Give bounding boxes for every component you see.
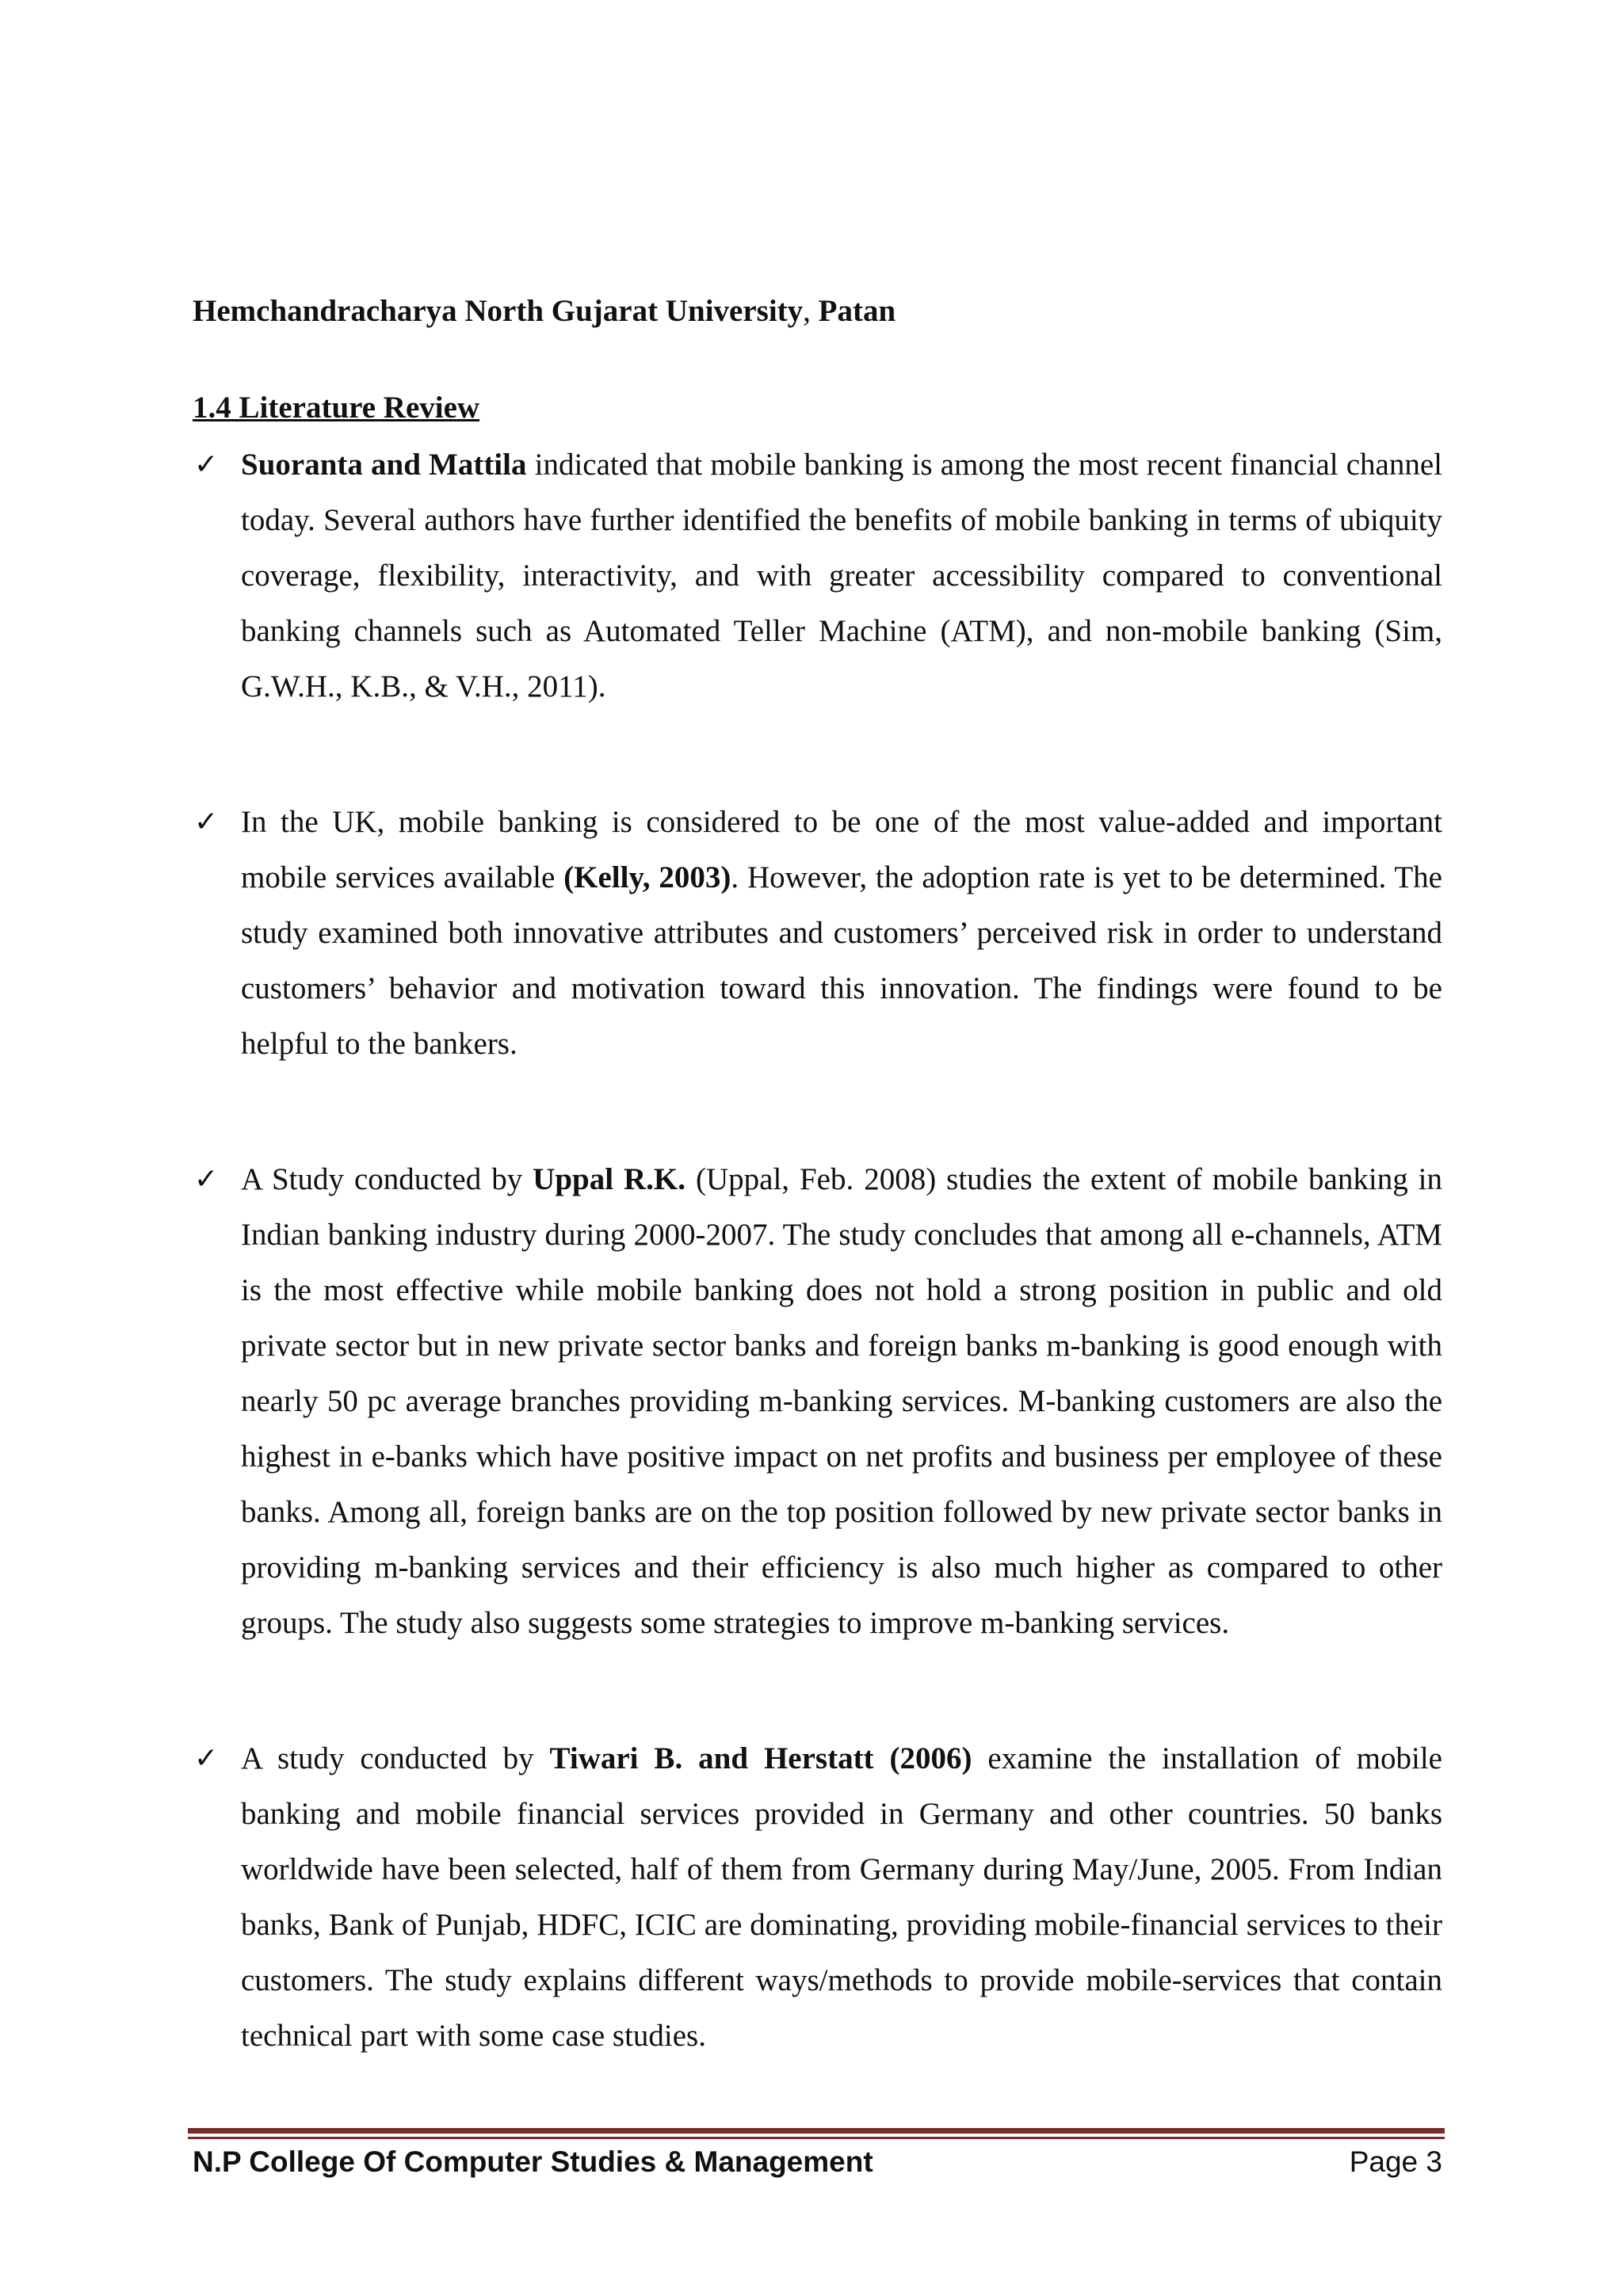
university-name: Hemchandracharya North Gujarat University <box>193 294 804 328</box>
checkmark-icon: ✓ <box>194 806 219 838</box>
review-item <box>193 1152 1442 1651</box>
review-text: . However, the adoption rate is yet to be determined. The study examined both innovative attributes and customers’ perceived risk in order to understand customers’ behavior and motivation toward this innovation. The findings were found to be helpful to the bankers. <box>241 860 1442 1061</box>
university-city: Patan <box>818 294 896 328</box>
review-item <box>193 437 1442 715</box>
review-citation: (Kelly, 2003) <box>563 860 731 894</box>
review-author: Uppal R.K. <box>533 1162 686 1196</box>
checkmark-icon: ✓ <box>194 448 219 481</box>
footer-divider-thin <box>188 2137 1445 2139</box>
footer-college: N.P College Of Computer Studies & Management <box>193 2145 873 2178</box>
checkmark-icon: ✓ <box>194 1163 219 1196</box>
literature-review-list <box>193 437 1442 2064</box>
review-text-lead: A study conducted by <box>241 1741 550 1775</box>
review-text-lead: A Study conducted by <box>241 1162 533 1196</box>
review-text: examine the installation of mobile banking and mobile financial services provided in Germany and other countries. 50 banks worldwide have been selected, half of them from Germany during May/June, 2005. From Indian banks, Bank of Punjab, HDFC, ICIC are dominating, providing mobile-financial services to their customers. The study explains different ways/methods to provide mobile-services that contain technical part with some case studies. <box>241 1741 1442 2053</box>
footer-divider <box>188 2128 1445 2134</box>
review-item <box>193 795 1442 1072</box>
review-item <box>193 1731 1442 2064</box>
review-author: Tiwari B. and Herstatt (2006) <box>549 1741 972 1775</box>
page-number: Page 3 <box>1349 2145 1442 2178</box>
header-separator: , <box>803 294 811 328</box>
section-title: 1.4 Literature Review <box>193 391 480 425</box>
review-author: Suoranta and Mattila <box>241 448 527 482</box>
review-text: indicated that mobile banking is among the most recent financial channel today. Several authors have further identified the benefits of mobile banking in terms of ubiquity coverage, flexibility, interactivity, and with greater accessibility compared to conventional banking channels such as Automated Teller Machine (ATM), and non-mobile banking (Sim, G.W.H., K.B., & V.H., 2011). <box>241 448 1442 704</box>
page-header <box>193 293 896 329</box>
checkmark-icon: ✓ <box>194 1742 219 1775</box>
review-text: (Uppal, Feb. 2008) studies the extent of mobile banking in Indian banking industry during 2000-2007. The study concludes that among all e-channels, ATM is the most effective while mobile banking does not hold a strong position in public and old private sector but in new private sector banks and foreign banks m-banking is good enough with nearly 50 pc average branches providing m-banking services. M-banking customers are also the highest in e-banks which have positive impact on net profits and business per employee of these banks. Among all, foreign banks are on the top position followed by new private sector banks in providing m-banking services and their efficiency is also much higher as compared to other groups. The study also suggests some strategies to improve m-banking services. <box>241 1162 1442 1640</box>
review-text-lead: In the UK, mobile banking is considered to be one of the most value-added and important mobile services available <box>241 805 1442 894</box>
